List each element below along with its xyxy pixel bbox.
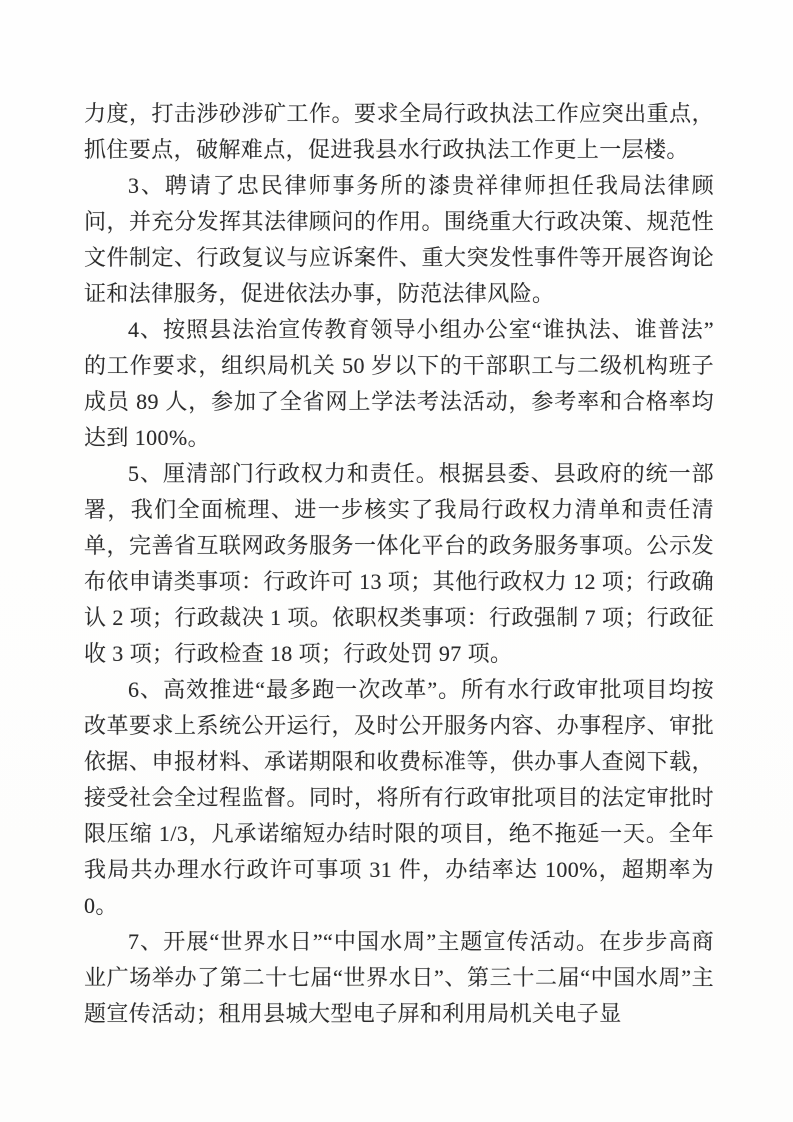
paragraph-item-5: 5、厘清部门行政权力和责任。根据县委、县政府的统一部署，我们全面梳理、进一步核实了我局行政权力清单和责任清单，完善省互联网政务服务一体化平台的政务服务事项。公示发布依申请类事项：行政许可 13 项；其他行政权力 12 项；行政确认 2 项；行政裁决 1 项。依职权类事项：行政强制 7 项；行政征收 3 项；行政检查 18 项；行政处罚 97 项。 bbox=[84, 461, 714, 666]
paragraph-item-6: 6、高效推进“最多跑一次改革”。所有水行政审批项目均按改革要求上系统公开运行，及时公开服务内容、办事程序、审批依据、申报材料、承诺期限和收费标准等，供办事人查阅下载，接受社会全过程监督。同时，将所有行政审批项目的法定审批时限压缩 1/3，凡承诺缩短办结时限的项目，绝不拖延一天。全年我局共办理水行政许可事项 31 件，办结率达 100%，超期率为 0。 bbox=[84, 677, 714, 918]
paragraph-item-3: 3、聘请了忠民律师事务所的漆贵祥律师担任我局法律顾问，并充分发挥其法律顾问的作用。围绕重大行政决策、规范性文件制定、行政复议与应诉案件、重大突发性事件等开展咨询论证和法律服务，促进依法办事，防范法律风险。 bbox=[84, 173, 714, 306]
paragraph-item-7: 7、开展“世界水日”“中国水周”主题宣传活动。在步步高商业广场举办了第二十七届“世界水日”、第三十二届“中国水周”主题宣传活动；租用县城大型电子屏和利用局机关电子显 bbox=[84, 929, 714, 1026]
paragraph-item-4: 4、按照县法治宣传教育领导小组办公室“谁执法、谁普法”的工作要求，组织局机关 50 岁以下的干部职工与二级机构班子成员 89 人，参加了全省网上学法考法活动，参考率和合格率均达到 100%。 bbox=[84, 317, 714, 450]
document-body bbox=[84, 96, 714, 1032]
paragraph-continuation: 力度，打击涉砂涉矿工作。要求全局行政执法工作应突出重点，抓住要点，破解难点，促进我县水行政执法工作更上一层楼。 bbox=[84, 101, 714, 162]
